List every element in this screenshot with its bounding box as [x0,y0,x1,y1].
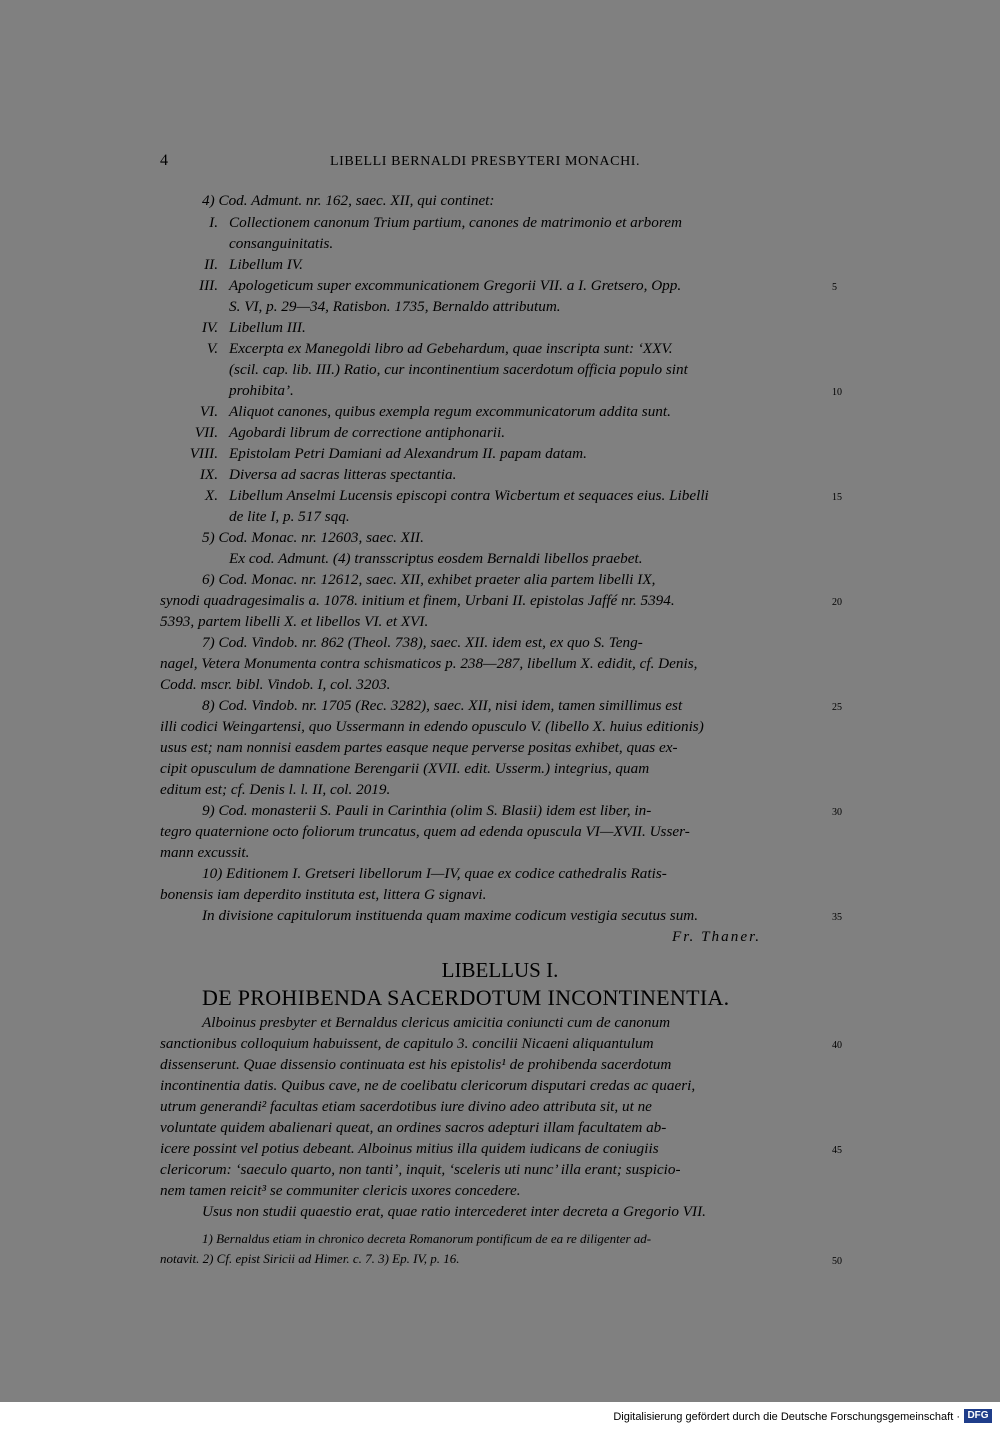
note-line: 8) Cod. Vindob. nr. 1705 (Rec. 3282), saec. XII, nisi idem, tamen simillimus est [202,697,683,714]
body-line: Usus non studii quaestio erat, quae ratio intercederet inter decreta a Gregorio VII. [202,1203,706,1220]
item-line: Diversa ad sacras litteras spectantia. [229,466,457,483]
item-line: Apologeticum super excommunicationem Gregorii VII. a I. Gretsero, Opp. [229,277,682,294]
item-line: prohibita’. [229,382,294,399]
item-label: VII. [194,424,218,441]
item-label: V. [206,340,218,357]
body-line: Alboinus presbyter et Bernaldus clericus amicitia coniuncti cum de canonum [202,1014,671,1031]
item-label: X. [204,487,218,504]
body-line: clericorum: ‘saeculo quarto, non tanti’, inquit, ‘sceleris uti nunc’ illa erant; suspicio- [160,1161,681,1178]
item-line: S. VI, p. 29—34, Ratisbon. 1735, Bernaldo attributum. [229,298,561,315]
note-line: 5393, partem libelli X. et libellos VI. et XVI. [160,613,429,630]
line-number: 20 [832,597,842,608]
line-number: 30 [832,807,842,818]
codex-4-intro: 4) Cod. Admunt. nr. 162, saec. XII, qui continet: [202,192,495,209]
section-subtitle: DE PROHIBENDA SACERDOTUM INCONTINENTIA. [202,985,730,1010]
page-number: 4 [160,152,168,169]
note-line: 5) Cod. Monac. nr. 12603, saec. XII. [202,529,424,546]
item-label: I. [209,214,218,231]
footnote-line: 1) Bernaldus etiam in chronico decreta Romanorum pontificum de ea re diligenter ad- [202,1231,652,1246]
body-line: dissenserunt. Quae dissensio continuata est his epistolis¹ de prohibenda sacerdotum [160,1056,672,1073]
note-line: 10) Editionem I. Gretseri libellorum I—IV, quae ex codice cathedralis Ratis- [202,865,667,882]
note-line: tegro quaternione octo foliorum truncatus, quem ad edenda opuscula VI—XVII. Usser- [160,823,690,840]
note-line: nagel, Vetera Monumenta contra schismaticos p. 238—287, libellum X. edidit, cf. Denis, [160,655,698,672]
note-line: cipit opusculum de damnatione Berengarii (XVII. edit. Usserm.) integrius, quam [160,760,650,777]
signature: Fr. Thaner. [672,928,762,945]
item-label: IV. [201,319,218,336]
footer-credit: Digitalisierung gefördert durch die Deutsche Forschungsgemeinschaft · [613,1411,960,1423]
note-line: 7) Cod. Vindob. nr. 862 (Theol. 738), saec. XII. idem est, ex quo S. Teng- [202,634,643,651]
note-line: In divisione capitulorum instituenda quam maxime codicum vestigia secutus sum. [202,907,699,924]
item-line: consanguinitatis. [229,235,334,252]
line-number: 35 [832,912,842,923]
note-line: editum est; cf. Denis l. l. II, col. 2019. [160,781,391,798]
line-number: 45 [832,1145,842,1156]
running-title: LIBELLI BERNALDI PRESBYTERI MONACHI. [330,154,641,169]
item-label: VIII. [189,445,218,462]
section-title: LIBELLUS I. [441,958,559,982]
note-line: Ex cod. Admunt. (4) transscriptus eosdem Bernaldi libellos praebet. [229,550,643,567]
dfg-logo: DFG [964,1409,992,1423]
item-label: II. [204,256,218,273]
item-line: Agobardi librum de correctione antiphonarii. [229,424,506,441]
item-line: Collectionem canonum Trium partium, canones de matrimonio et arborem [229,214,682,231]
body-line: sanctionibus colloquium habuissent, de capitulo 3. concilii Nicaeni aliquantulum [160,1035,654,1052]
item-label: VI. [199,403,218,420]
body-line: icere possint vel potius debeant. Alboinus mitius illa quidem iudicans de coniugiis [160,1140,659,1157]
item-label: IX. [199,466,218,483]
note-line: Codd. mscr. bibl. Vindob. I, col. 3203. [160,676,391,693]
line-number: 10 [832,387,842,398]
item-line: Epistolam Petri Damiani ad Alexandrum II. papam datam. [229,445,587,462]
item-label: III. [199,277,218,294]
note-line: illi codici Weingartensi, quo Ussermann in edendo opusculo V. (libello X. huius editionis) [160,718,704,735]
line-number: 25 [832,702,842,713]
note-line: 6) Cod. Monac. nr. 12612, saec. XII, exhibet praeter alia partem libelli IX, [202,571,656,588]
item-line: Excerpta ex Manegoldi libro ad Gebehardum, quae inscripta sunt: ‘XXV. [229,340,673,357]
line-number: 5 [832,282,837,293]
line-number: 40 [832,1040,842,1051]
note-line: bonensis iam deperdito instituta est, littera G signavi. [160,886,487,903]
note-line: 9) Cod. monasterii S. Pauli in Carinthia (olim S. Blasii) idem est liber, in- [202,802,652,819]
body-line: nem tamen reicit³ se communiter clericis uxores concedere. [160,1182,521,1199]
footnote-line: notavit. 2) Cf. epist Siricii ad Himer. c. 7. 3) Ep. IV, p. 16. [160,1251,460,1266]
body-line: voluntate quidem abalienari queat, an ordines sacros adepturi illam facultatem ab- [160,1119,667,1136]
item-line: Libellum Anselmi Lucensis episcopi contra Wicbertum et sequaces eius. Libelli [229,487,709,504]
item-line: Libellum III. [229,319,306,336]
body-line: utrum generandi² facultas etiam sacerdotibus iure divino adeo attributa sit, ut ne [160,1098,652,1115]
note-line: synodi quadragesimalis a. 1078. initium et finem, Urbani II. epistolas Jaffé nr. 5394. [160,592,675,609]
note-line: usus est; nam nonnisi easdem partes easque neque perverse positas exhibet, quas ex- [160,739,678,756]
item-line: Aliquot canones, quibus exempla regum excommunicatorum addita sunt. [229,403,671,420]
body-line: incontinentia datis. Quibus cave, ne de coelibatu clericorum disputari credas ac quaeri, [160,1077,696,1094]
line-number: 50 [832,1256,842,1267]
line-number: 15 [832,492,842,503]
item-line: de lite I, p. 517 sqq. [229,508,350,525]
item-line: Libellum IV. [229,256,303,273]
note-line: mann excussit. [160,844,250,861]
item-line: (scil. cap. lib. III.) Ratio, cur incontinentium sacerdotum officia populo sint [229,361,688,378]
